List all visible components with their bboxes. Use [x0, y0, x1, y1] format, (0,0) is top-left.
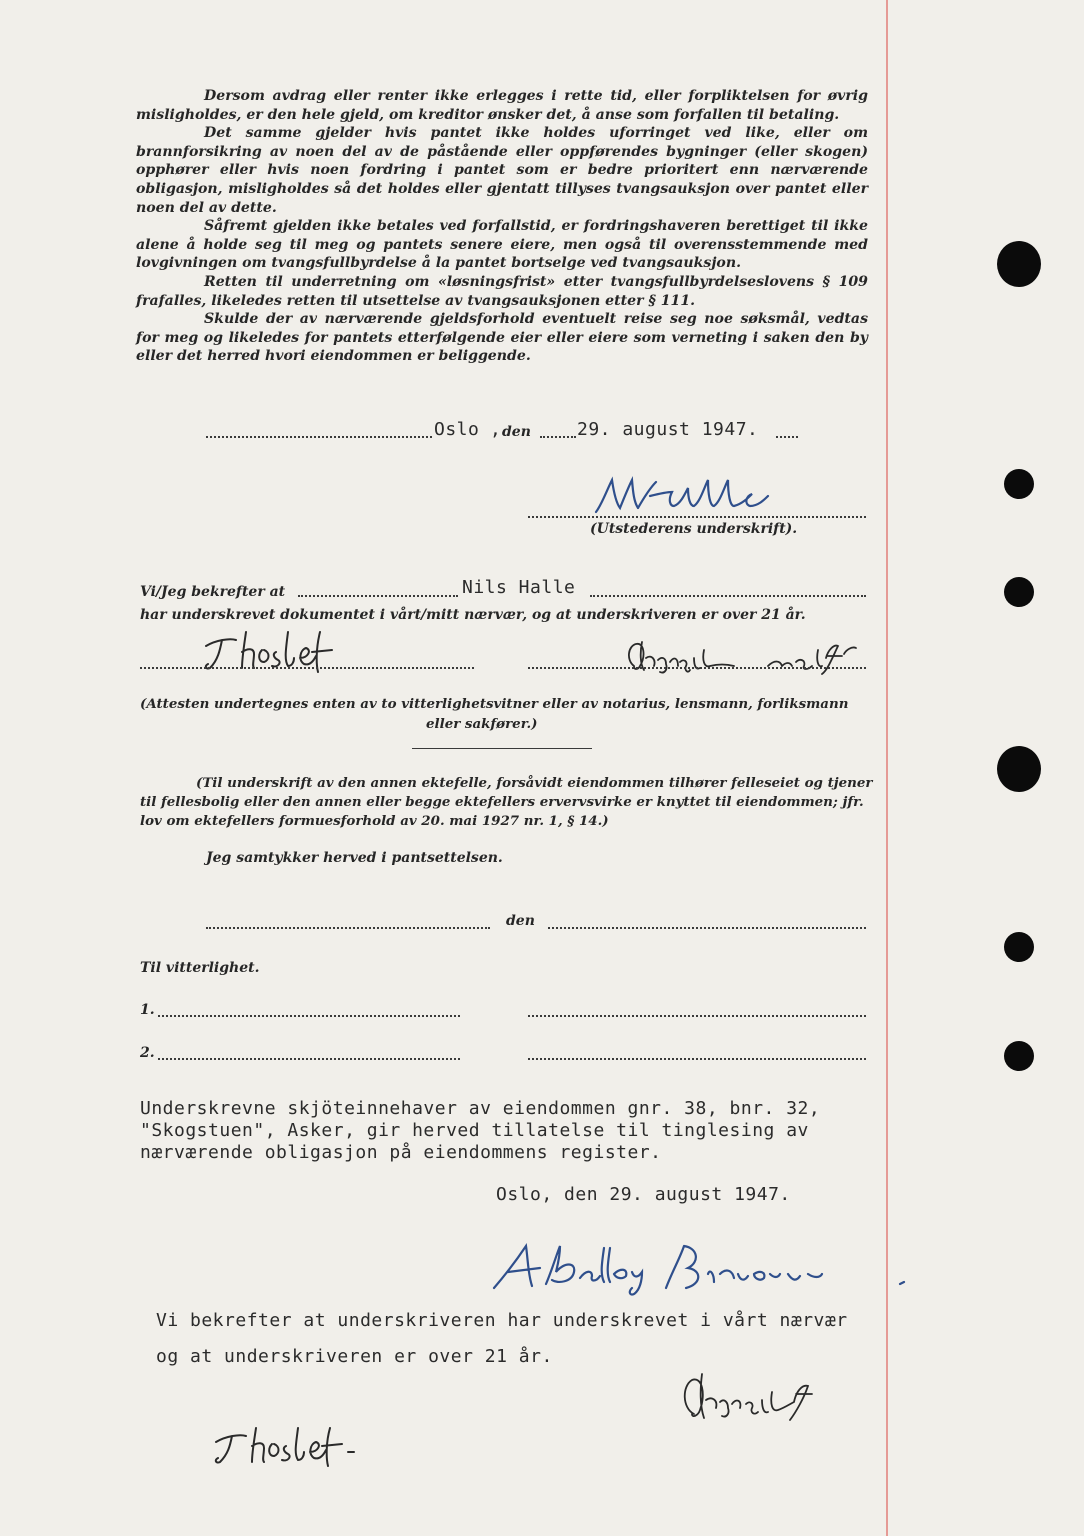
- issuer-signature: [592, 474, 797, 516]
- margin-line: [886, 0, 888, 1536]
- attestation-note-2: eller sakfører.): [426, 716, 538, 732]
- final-signature-klungsyr: [676, 1364, 836, 1428]
- den-label: den: [502, 424, 531, 440]
- addendum-date: Oslo, den 29. august 1947.: [496, 1184, 791, 1205]
- punch-hole: [997, 241, 1041, 287]
- witness-row-2-line-b: [528, 1058, 866, 1060]
- addendum-line-3: nærværende obligasjon på eiendommens register.: [140, 1142, 662, 1163]
- witness-row-1-line: [158, 1015, 460, 1017]
- paragraph-forced-sale: Såfremt gjelden ikke betales ved forfallstid, er fordringshaveren berettiget til ikke alene å holde seg til meg og pantets senere eiere, men også til overensstemmende med lovgivningen om tvangsfullbyrdelse å la pantet bortselge ved tvangsauksjon.: [136, 218, 868, 272]
- dotted-line: [206, 927, 490, 929]
- witness-row-1-label: 1.: [140, 1002, 155, 1018]
- punch-hole: [1004, 1041, 1034, 1071]
- witness-signature-klungsyr: [622, 636, 882, 676]
- paragraph-default: Dersom avdrag eller renter ikke erlegges i rette tid, eller forpliktelsen for øvrig misligholdes, er den hele gjeld, om kreditor ønsker det, å anse som forfallen til betaling.: [136, 88, 868, 123]
- witness-2-line: [528, 667, 866, 669]
- dotted-line: [590, 595, 866, 597]
- paragraph-insurance: Det samme gjelder hvis pantet ikke holdes uforringet ved like, eller om brannforsikring av noen del av de påstående eller oppførendes bygninger (eller skogen) opphører eller hvis noen fordring i pantet som er bedre prioritert enn nærværende obligasjon, misligholdes så det holdes eller gjentatt tillyses tvangsauksjon over pantet eller noen del av dette.: [136, 125, 868, 216]
- spouse-den-label: den: [506, 913, 535, 929]
- witness-row-1-line-b: [528, 1015, 866, 1017]
- punch-hole: [1004, 469, 1034, 499]
- punch-hole: [1004, 932, 1034, 962]
- owner-signature: [488, 1240, 958, 1296]
- spouse-note-2: til fellesbolig eller den annen eller begge ektefellers ervervsvirke er knyttet til eiendommen; jfr.: [140, 794, 864, 810]
- spouse-note-1: (Til underskrift av den annen ektefelle, forsåvidt eiendommen tilhører felleseiet og tjener: [196, 775, 873, 791]
- confirm-line-2: og at underskriveren er over 21 år.: [156, 1346, 553, 1367]
- issuer-signature-line: [528, 516, 866, 518]
- section-divider: [412, 748, 592, 749]
- dotted-line: [776, 436, 798, 438]
- witness-1-line: [140, 667, 474, 669]
- confirm-line-1: Vi bekrefter at underskriveren har underskrevet i vårt nærvær: [156, 1310, 848, 1331]
- date-comma: ,: [490, 419, 502, 440]
- default-terms-text: [136, 87, 868, 366]
- witness-row-2-label: 2.: [140, 1045, 155, 1061]
- attestation-prefix: Vi/Jeg bekrefter at: [140, 584, 286, 600]
- spouse-consent: Jeg samtykker herved i pantsettelsen.: [206, 850, 503, 866]
- date-place: Oslo: [434, 419, 480, 440]
- addendum-line-1: Underskrevne skjöteinnehaver av eiendommen gnr. 38, bnr. 32,: [140, 1098, 821, 1119]
- attested-name: Nils Halle: [462, 577, 576, 598]
- paragraph-jurisdiction: Skulde der av nærværende gjeldsforhold eventuelt reise seg noe søksmål, vedtas for meg og likeledes for pantets etterfølgende eier eller eiere som verneting i saken den by eller det herred hvori eiendommen er beliggende.: [136, 311, 868, 365]
- dotted-line: [548, 927, 866, 929]
- witness-row-2-line: [158, 1058, 460, 1060]
- paragraph-deadline: Retten til underretning om «løsningsfrist» etter tvangsfullbyrdelseslovens § 109 frafalles, likeledes retten til utsettelse av tvangsauksjonen etter § 111.: [136, 273, 868, 309]
- punch-hole: [997, 746, 1041, 792]
- final-signature-hoslef: [208, 1420, 388, 1468]
- attestation-note-1: (Attesten undertegnes enten av to vitterlighetsvitner eller av notarius, lensmann, forliksmann: [140, 696, 849, 712]
- dotted-line: [540, 436, 576, 438]
- dotted-line: [206, 436, 432, 438]
- punch-hole: [1004, 577, 1034, 607]
- attestation-text: har underskrevet dokumentet i vårt/mitt nærvær, og at underskriveren er over 21 år.: [140, 607, 806, 623]
- addendum-line-2: "Skogstuen", Asker, gir herved tillatelse til tinglesing av: [140, 1120, 809, 1141]
- date-value: 29. august 1947.: [577, 419, 759, 440]
- issuer-signature-caption: (Utstederens underskrift).: [590, 521, 798, 537]
- spouse-note-3: lov om ektefellers formuesforhold av 20. mai 1927 nr. 1, § 14.): [140, 813, 609, 829]
- witnesses-heading: Til vitterlighet.: [140, 960, 260, 976]
- dotted-line: [298, 595, 458, 597]
